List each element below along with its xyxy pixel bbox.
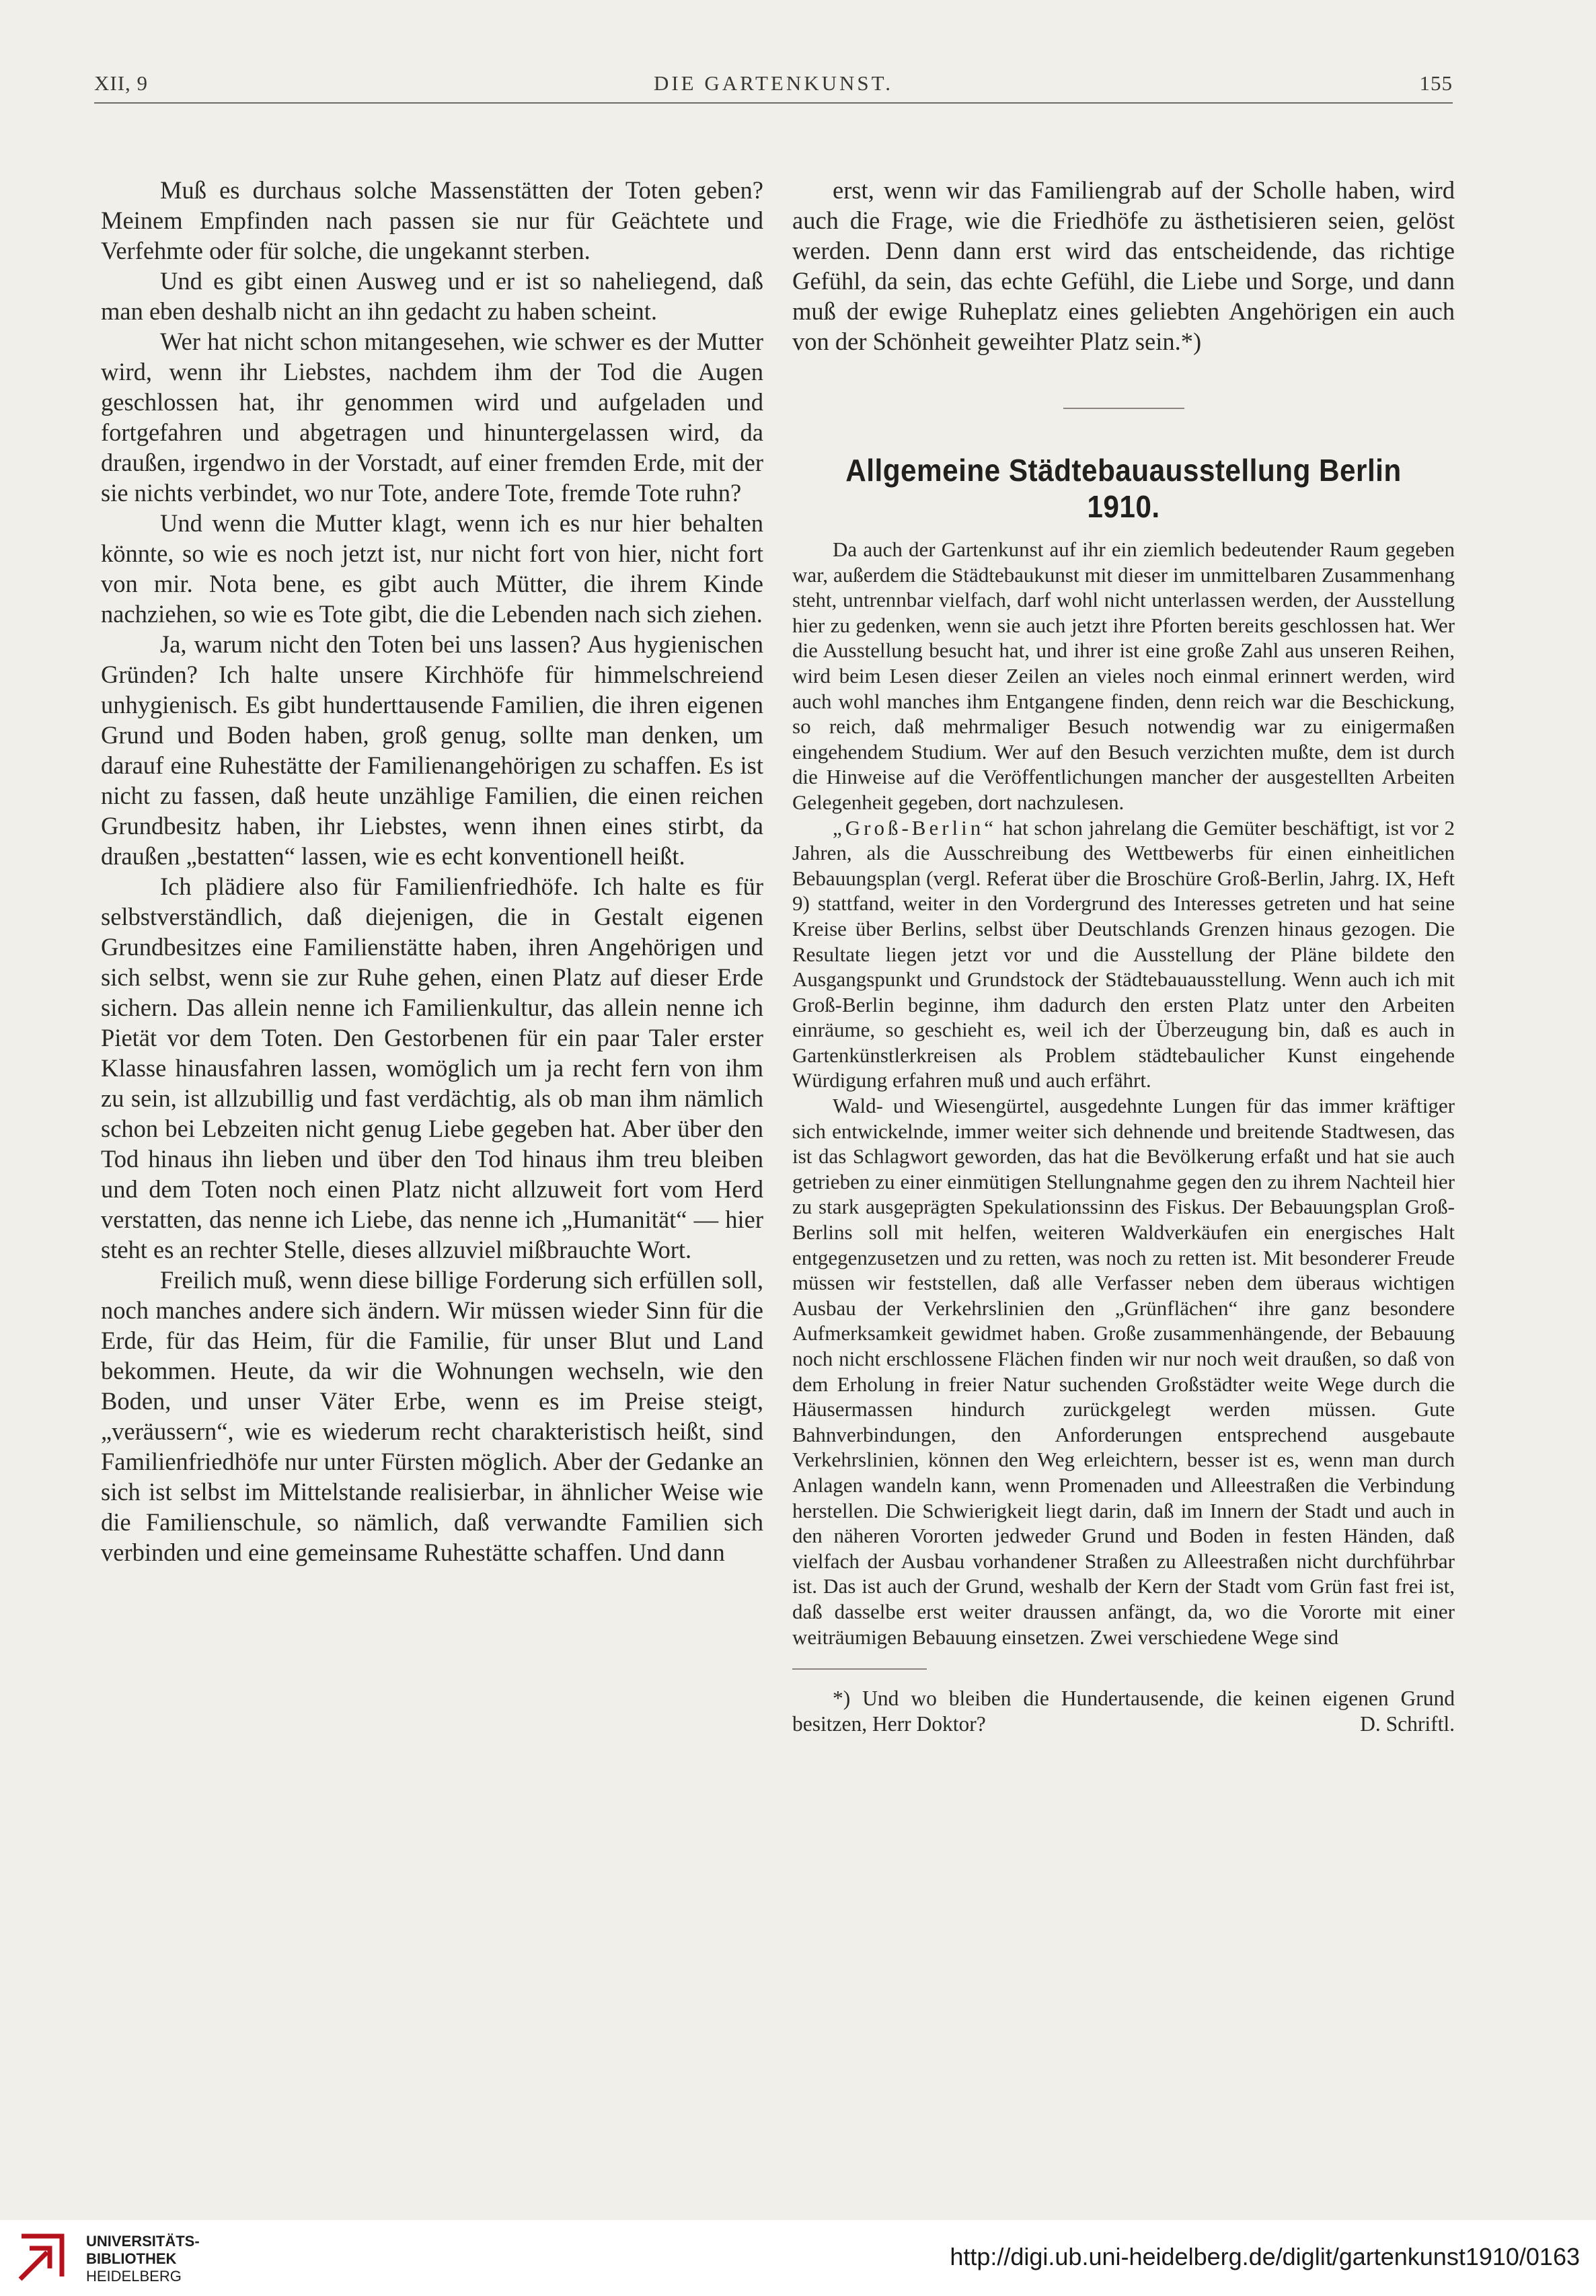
paragraph: Und es gibt einen Ausweg und er ist so naheliegend, daß man eben deshalb nicht an ihn gedacht zu haben scheint. bbox=[101, 267, 763, 325]
section-divider bbox=[1063, 408, 1184, 409]
paragraph: Wald- und Wiesengürtel, ausgedehnte Lungen für das immer kräftiger sich entwickelnde, immer weiter sich dehnende und breitende Stadtwesen, das ist das Schlagwort geworden, das hat die Bevölkerung erfaßt und hat sie auch getrieben zu einer einmütigen Stellungnahme gegen den zu ihrem Nachteil hier zu stark ausgeprägten Spekulationssinn des Fiskus. Der Bebauungsplan Groß-Berlins soll mit helfen, weiteren Waldverkäufen ein energisches Halt entgegenzusetzen und zu retten, was noch zu retten ist. Mit besonderer Freude müssen wir feststellen, daß alle Verfasser neben dem überaus wichtigen Ausbau der Verkehrslinien den „Grünflächen“ ihre ganz besondere Aufmerksamkeit gewidmet haben. Große zusammenhängende, der Bebauung noch nicht erschlossene Flächen finden wir nur noch weit draußen, so daß von dem Erholung in freier Natur suchenden Großstädter weite Wege durch die Häusermassen hindurch zurückgelegt werden müssen. Gute Bahnverbindungen, den Anforderungen entsprechend ausgebaute Verkehrslinien, können den Weg erleichtern, besser ist es, wenn man durch Anlagen wandeln kann, wenn Promenaden und Alleestraßen die Verbindung herstellen. Die Schwierigkeit liegt darin, daß im Innern der Stadt und auch in den näheren Vororten jedweder Grund und Boden in festen Händen, daß vielfach der Ausbau vorhandener Straßen zu Alleestraßen nicht durchführbar ist. Das ist auch der Grund, weshalb der Kern der Stadt vom Grün fast frei ist, daß dasselbe erst weiter draussen anfängt, da, wo die Vororte mit einer weiträumigen Bebauung einsetzen. Zwei verschiedene Wege sind bbox=[792, 1094, 1455, 1649]
paragraph: Und wenn die Mutter klagt, wenn ich es nur hier behalten könnte, so wie es noch jetzt ist, nur nicht fort von hier, nicht fort von mir. Nota bene, es gibt auch Mütter, die ihrem Kinde nachziehen, so wie es Tote gibt, die die Lebenden nach sich ziehen. bbox=[101, 509, 763, 628]
paragraph-text: hat schon jahrelang die Gemüter beschäftigt, ist vor 2 Jahren, als die Ausschreibung des Wettbewerbs für einen einheitlichen Bebauungsplan (vergl. Referat über die Broschüre Groß-Berlin, Jahrg. IX, Heft 9) stattfand, weiter in den Vordergrund des Interesses getreten und hat seine Kreise über Berlins, selbst über Deutschlands Grenzen hinaus gezogen. Die Resultate liegen jetzt vor und die Ausstellung der Pläne bildete den Ausgangspunkt und Grundstock der Städtebauausstellung. Wenn auch ich mit Groß-Berlin beginne, ihm dadurch den ersten Platz unter den Arbeiten einräume, so geschieht es, weil ich der Überzeugung bin, daß es auch in Gartenkünstlerkreisen als Problem städtebaulicher Kunst eingehende Würdigung erfahren muß und auch erfährt. bbox=[792, 815, 1455, 1093]
paragraph: Freilich muß, wenn diese billige Forderung sich erfüllen soll, noch manches andere sich ändern. Wir müssen wieder Sinn für die Erde, für das Heim, für die Familie, für unser Blut und Land bekommen. Heute, da wir die Wohnungen wechseln, wie den Boden, und unser Väter Erbe, wenn es im Preise steigt, „veräussern“, wie es wiederum recht charakteristisch heißt, sind Familienfriedhöfe nur unter Fürsten möglich. Aber der Gedanke an sich ist selbst im Mittelstande realisierbar, in ähnlicher Weise wie die Familienschule, so nämlich, daß verwandte Familien sich verbinden und eine gemeinsame Ruhestätte schaffen. Und dann bbox=[101, 1266, 763, 1566]
library-line: UNIVERSITÄTS- bbox=[86, 2233, 200, 2250]
volume-label: XII, 9 bbox=[94, 71, 149, 95]
library-line: HEIDELBERG bbox=[86, 2268, 182, 2285]
library-footer bbox=[0, 2220, 1596, 2296]
footnote bbox=[792, 1686, 1455, 1737]
page-number: 155 bbox=[1419, 71, 1453, 95]
library-name bbox=[86, 2233, 200, 2285]
paragraph: Ja, warum nicht den Toten bei uns lassen? Aus hygienischen Gründen? Ich halte unsere Kirchhöfe für himmelschreiend unhygienisch. Es gibt hunderttausende Familien, die ihren eigenen Grund und Boden haben, groß genug, sollte man denken, um darauf eine Ruhestätte der Familienangehörigen zu schaffen. Es ist nicht zu fassen, daß heute unzählige Familien, die einen reichen Grundbesitz haben, ihr Liebstes, wenn ihnen eines stirbt, da draußen „bestatten“ lassen, wie es echt konventionell heißt. bbox=[101, 630, 763, 870]
library-logo-icon bbox=[15, 2231, 69, 2285]
article-body bbox=[792, 537, 1455, 1650]
footnote-rule bbox=[792, 1668, 927, 1670]
paragraph: erst, wenn wir das Familiengrab auf der Scholle haben, wird auch die Frage, wie die Friedhöfe zu ästhetisieren seien, gelöst werden. Denn dann erst wird das entscheidende, das richtige Gefühl, da sein, das echte Gefühl, die Liebe und Sorge, und dann muß der ewige Ruheplatz eines geliebten Angehörigen ein auch von der Schönheit geweihter Platz sein.*) bbox=[792, 176, 1455, 355]
page-header bbox=[94, 65, 1453, 102]
journal-title: DIE GARTENKUNST. bbox=[653, 71, 894, 95]
library-line: BIBLIOTHEK bbox=[86, 2250, 177, 2267]
paragraph: Da auch der Gartenkunst auf ihr ein ziemlich bedeutender Raum gegeben war, außerdem die Städtebaukunst mit dieser im unmittelbaren Zusammenhang steht, untrennbar vielfach, darf wohl nicht unterlassen werden, der Ausstellung hier zu gedenken, wenn sie auch jetzt ihre Pforten bereits geschlossen hat. Wer die Ausstellung besucht hat, und ihrer ist eine große Zahl aus unseren Reihen, wird beim Lesen dieser Zeilen an vieles noch einmal erinnert werden, wird auch wohl manches ihm Entgangene finden, denn reich war die Beschickung, so reich, daß mehrmaliger Besuch notwendig war zu einigermaßen eingehendem Studium. Wer auf den Besuch verzichten mußte, dem ist durch die Hinweise auf die Veröffentlichungen mancher der ausgestellten Arbeiten Gelegenheit gegeben, dort nachzulesen. bbox=[792, 538, 1455, 814]
paragraph: Ich plädiere also für Familienfriedhöfe. Ich halte es für selbstverständlich, daß diejenigen, die in Gestalt eigenen Grundbesitzes eine Familienstätte haben, ihren Angehörigen und sich selbst, wenn sie zur Ruhe gehen, einen Platz auf dieser Erde sichern. Das allein nenne ich Familienkultur, das allein nenne ich Pietät vor dem Toten. Den Gestorbenen für ein paar Taler erster Klasse hinausfahren lassen, womöglich um ja recht fern von ihm zu sein, ist allzubillig und fast verdächtig, als ob man ihm nämlich schon bei Lebzeiten nicht genug Liebe gegeben hat. Aber über den Tod hinaus ihn lieben und über den Tod hinaus ihm treu bleiben und dem Toten noch einen Platz nicht allzuweit fort vom Herd verstatten, das nenne ich Liebe, das nenne ich „Humanität“ — hier steht es an rechter Stelle, dieses allzuviel mißbrauchte Wort. bbox=[101, 873, 763, 1263]
footnote-signature: D. Schriftl. bbox=[1360, 1712, 1455, 1736]
paragraph: Wer hat nicht schon mitangesehen, wie schwer es der Mutter wird, wenn ihr Liebstes, nachdem ihm der Tod die Augen geschlossen hat, ihr genommen wird und aufgeladen und fortgefahren und abgetragen und hinuntergelassen wird, da draußen, irgendwo in der Vorstadt, auf einer fremden Erde, mit der sie nichts verbindet, wo nur Tote, andere Tote, fremde Tote ruhn? bbox=[101, 328, 763, 507]
paragraph bbox=[792, 815, 1455, 1094]
left-column bbox=[101, 175, 763, 1937]
right-column bbox=[792, 175, 1455, 1924]
essay-conclusion bbox=[792, 175, 1455, 357]
footnote-text: *) Und wo bleiben die Hundertausende, die keinen eigenen Grund besitzen, Herr Doktor? bbox=[792, 1687, 1455, 1736]
source-url-link[interactable]: http://digi.ub.uni-heidelberg.de/diglit/gartenkunst1910/0163 bbox=[950, 2243, 1580, 2270]
spaced-term: „Groß-Berlin“ bbox=[833, 815, 997, 840]
header-rule bbox=[94, 102, 1453, 104]
article-heading: Allgemeine Städtebauausstellung Berlin 1910. bbox=[845, 453, 1402, 524]
paragraph: Muß es durchaus solche Massenstätten der Toten geben? Meinem Empfinden nach passen sie nur für Geächtete und Verfehmte oder für solche, die ungekannt sterben. bbox=[101, 176, 763, 264]
